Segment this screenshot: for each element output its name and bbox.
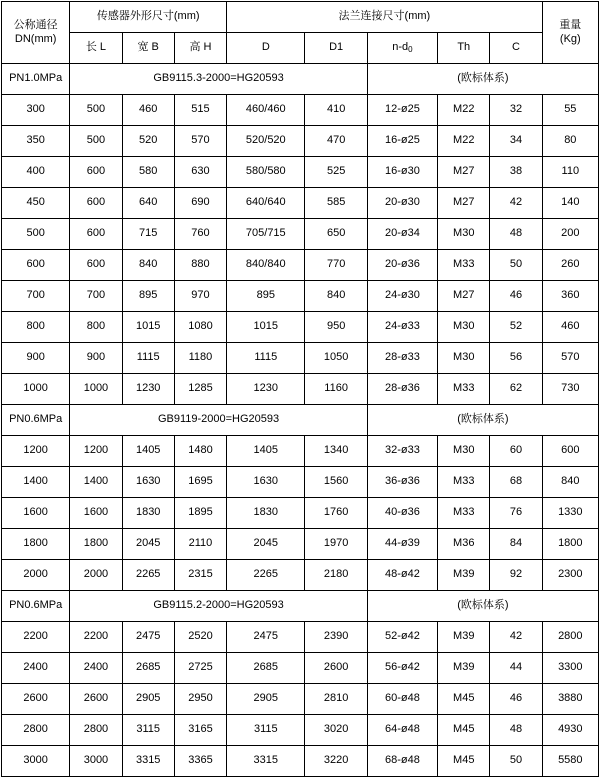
- section-standard: GB9115.3-2000=HG20593: [70, 64, 367, 95]
- table-cell: 2390: [305, 622, 367, 653]
- table-cell: 3115: [227, 715, 305, 746]
- table-cell: 1800: [70, 529, 122, 560]
- table-cell: 2685: [227, 653, 305, 684]
- table-cell: 1760: [305, 498, 367, 529]
- table-cell: 520/520: [227, 126, 305, 157]
- table-cell: 640: [122, 188, 174, 219]
- table-cell: 1285: [174, 374, 226, 405]
- table-cell: 630: [174, 157, 226, 188]
- table-cell: 1080: [174, 312, 226, 343]
- table-cell: M39: [438, 560, 490, 591]
- table-cell: 48-ø42: [367, 560, 437, 591]
- table-cell: 24-ø33: [367, 312, 437, 343]
- table-cell: 760: [174, 219, 226, 250]
- section-note: (欧标体系): [367, 591, 598, 622]
- table-cell: 2110: [174, 529, 226, 560]
- table-cell: 1230: [122, 374, 174, 405]
- table-row: [2, 746, 599, 777]
- table-cell: M45: [438, 684, 490, 715]
- table-cell: 500: [70, 95, 122, 126]
- table-cell: 3020: [305, 715, 367, 746]
- table-cell: 42: [490, 622, 542, 653]
- table-cell: 1400: [70, 467, 122, 498]
- table-cell: 34: [490, 126, 542, 157]
- table-cell: 52-ø42: [367, 622, 437, 653]
- table-cell: 2315: [174, 560, 226, 591]
- table-cell: 60-ø48: [367, 684, 437, 715]
- table-cell: 260: [542, 250, 598, 281]
- table-cell: 80: [542, 126, 598, 157]
- header-col-5: D1: [305, 33, 367, 64]
- table-cell: 2000: [70, 560, 122, 591]
- table-cell: 1200: [2, 436, 70, 467]
- table-row: [2, 281, 599, 312]
- table-cell: 5580: [542, 746, 598, 777]
- table-cell: 3000: [70, 746, 122, 777]
- table-cell: 20-ø34: [367, 219, 437, 250]
- table-cell: M30: [438, 343, 490, 374]
- table-cell: 24-ø30: [367, 281, 437, 312]
- table-cell: 16-ø30: [367, 157, 437, 188]
- table-cell: M22: [438, 126, 490, 157]
- table-cell: 1830: [122, 498, 174, 529]
- table-cell: 300: [2, 95, 70, 126]
- table-cell: 92: [490, 560, 542, 591]
- table-cell: M30: [438, 312, 490, 343]
- table-cell: 20-ø30: [367, 188, 437, 219]
- table-cell: 28-ø33: [367, 343, 437, 374]
- section-pressure-rating: PN0.6MPa: [2, 591, 70, 622]
- section-header-row: [2, 64, 599, 95]
- table-cell: M27: [438, 188, 490, 219]
- table-row: [2, 219, 599, 250]
- section-note: (欧标体系): [367, 64, 598, 95]
- table-cell: 2400: [70, 653, 122, 684]
- table-cell: 770: [305, 250, 367, 281]
- section-standard: GB9115.2-2000=HG20593: [70, 591, 367, 622]
- table-cell: 1405: [122, 436, 174, 467]
- section-standard: GB9119-2000=HG20593: [70, 405, 367, 436]
- table-cell: 970: [174, 281, 226, 312]
- table-cell: 38: [490, 157, 542, 188]
- table-cell: 2000: [2, 560, 70, 591]
- table-cell: 1405: [227, 436, 305, 467]
- table-cell: M30: [438, 436, 490, 467]
- table-cell: M36: [438, 529, 490, 560]
- table-row: [2, 715, 599, 746]
- table-cell: 450: [2, 188, 70, 219]
- table-row: [2, 312, 599, 343]
- table-cell: 600: [70, 157, 122, 188]
- table-cell: 800: [70, 312, 122, 343]
- section-header-row: [2, 405, 599, 436]
- table-cell: 950: [305, 312, 367, 343]
- table-row: [2, 95, 599, 126]
- table-cell: M30: [438, 219, 490, 250]
- table-cell: 840/840: [227, 250, 305, 281]
- table-cell: 2800: [70, 715, 122, 746]
- table-row: [2, 684, 599, 715]
- table-cell: 1630: [227, 467, 305, 498]
- table-cell: 2475: [227, 622, 305, 653]
- table-cell: 2685: [122, 653, 174, 684]
- table-cell: 42: [490, 188, 542, 219]
- table-cell: 1600: [70, 498, 122, 529]
- table-cell: M45: [438, 715, 490, 746]
- table-cell: 140: [542, 188, 598, 219]
- table-cell: 1400: [2, 467, 70, 498]
- header-col-3: 高 H: [174, 33, 226, 64]
- table-cell: 40-ø36: [367, 498, 437, 529]
- table-cell: 2600: [70, 684, 122, 715]
- table-cell: 600: [70, 188, 122, 219]
- table-row: [2, 560, 599, 591]
- table-cell: 110: [542, 157, 598, 188]
- table-cell: 4930: [542, 715, 598, 746]
- table-cell: 2520: [174, 622, 226, 653]
- table-cell: 36-ø36: [367, 467, 437, 498]
- header-weight: 重量 (Kg): [542, 2, 598, 64]
- table-cell: 3165: [174, 715, 226, 746]
- table-cell: 700: [70, 281, 122, 312]
- table-row: [2, 374, 599, 405]
- table-cell: M33: [438, 374, 490, 405]
- table-cell: M33: [438, 498, 490, 529]
- table-cell: 1695: [174, 467, 226, 498]
- table-cell: 690: [174, 188, 226, 219]
- table-cell: 200: [542, 219, 598, 250]
- table-row: [2, 529, 599, 560]
- table-cell: 1330: [542, 498, 598, 529]
- table-cell: 410: [305, 95, 367, 126]
- table-cell: 900: [70, 343, 122, 374]
- table-cell: 32-ø33: [367, 436, 437, 467]
- table-cell: 2800: [2, 715, 70, 746]
- table-header-row-groups: [2, 2, 599, 33]
- table-cell: 460/460: [227, 95, 305, 126]
- table-cell: 1115: [122, 343, 174, 374]
- table-cell: 1230: [227, 374, 305, 405]
- table-cell: 2600: [305, 653, 367, 684]
- table-cell: 1015: [122, 312, 174, 343]
- table-row: [2, 157, 599, 188]
- table-cell: 900: [2, 343, 70, 374]
- table-cell: 55: [542, 95, 598, 126]
- table-cell: 500: [2, 219, 70, 250]
- table-cell: 460: [542, 312, 598, 343]
- table-cell: M27: [438, 157, 490, 188]
- table-cell: 76: [490, 498, 542, 529]
- table-cell: M27: [438, 281, 490, 312]
- table-cell: 2300: [542, 560, 598, 591]
- table-cell: 1000: [70, 374, 122, 405]
- table-row: [2, 498, 599, 529]
- table-cell: 20-ø36: [367, 250, 437, 281]
- table-cell: 60: [490, 436, 542, 467]
- table-cell: M22: [438, 95, 490, 126]
- table-cell: 2180: [305, 560, 367, 591]
- table-cell: 400: [2, 157, 70, 188]
- table-cell: 600: [542, 436, 598, 467]
- table-cell: 1000: [2, 374, 70, 405]
- table-cell: 2200: [70, 622, 122, 653]
- table-cell: M39: [438, 653, 490, 684]
- table-cell: 1630: [122, 467, 174, 498]
- table-cell: M33: [438, 467, 490, 498]
- table-cell: 50: [490, 250, 542, 281]
- table-cell: 62: [490, 374, 542, 405]
- table-cell: 1340: [305, 436, 367, 467]
- table-cell: 730: [542, 374, 598, 405]
- table-cell: 64-ø48: [367, 715, 437, 746]
- table-cell: 2600: [2, 684, 70, 715]
- table-cell: 515: [174, 95, 226, 126]
- table-cell: 68-ø48: [367, 746, 437, 777]
- table-cell: 350: [2, 126, 70, 157]
- table-cell: 2265: [122, 560, 174, 591]
- table-cell: 50: [490, 746, 542, 777]
- table-cell: 800: [2, 312, 70, 343]
- header-col-6: $n-d_0$: [367, 33, 437, 64]
- table-cell: 3000: [2, 746, 70, 777]
- table-cell: 16-ø25: [367, 126, 437, 157]
- table-cell: 1050: [305, 343, 367, 374]
- table-cell: 520: [122, 126, 174, 157]
- table-cell: 48: [490, 715, 542, 746]
- table-cell: 1480: [174, 436, 226, 467]
- table-cell: 600: [2, 250, 70, 281]
- table-cell: 2265: [227, 560, 305, 591]
- table-cell: 2400: [2, 653, 70, 684]
- header-flange-dimensions: 法兰连接尺寸(mm): [227, 2, 543, 33]
- table-cell: 12-ø25: [367, 95, 437, 126]
- table-cell: 460: [122, 95, 174, 126]
- table-cell: 3880: [542, 684, 598, 715]
- section-pressure-rating: PN0.6MPa: [2, 405, 70, 436]
- table-cell: 895: [227, 281, 305, 312]
- table-cell: 895: [122, 281, 174, 312]
- table-cell: 44-ø39: [367, 529, 437, 560]
- table-cell: 2810: [305, 684, 367, 715]
- table-cell: 1115: [227, 343, 305, 374]
- header-col-8: C: [490, 33, 542, 64]
- table-cell: 580/580: [227, 157, 305, 188]
- table-cell: 2905: [227, 684, 305, 715]
- table-cell: 56: [490, 343, 542, 374]
- table-cell: 32: [490, 95, 542, 126]
- table-cell: 570: [542, 343, 598, 374]
- table-cell: 570: [174, 126, 226, 157]
- table-row: [2, 653, 599, 684]
- table-cell: 650: [305, 219, 367, 250]
- header-col-1: 长 L: [70, 33, 122, 64]
- table-cell: 600: [70, 250, 122, 281]
- table-cell: 3315: [227, 746, 305, 777]
- table-cell: 28-ø36: [367, 374, 437, 405]
- table-cell: 3300: [542, 653, 598, 684]
- table-cell: 46: [490, 281, 542, 312]
- table-cell: 2200: [2, 622, 70, 653]
- table-row: [2, 343, 599, 374]
- table-cell: 1830: [227, 498, 305, 529]
- section-header-row: [2, 591, 599, 622]
- table-cell: 1970: [305, 529, 367, 560]
- table-row: [2, 436, 599, 467]
- table-cell: 1560: [305, 467, 367, 498]
- header-sensor-dimensions: 传感器外形尺寸(mm): [70, 2, 227, 33]
- section-note: (欧标体系): [367, 405, 598, 436]
- table-cell: 580: [122, 157, 174, 188]
- table-cell: 1800: [2, 529, 70, 560]
- section-pressure-rating: PN1.0MPa: [2, 64, 70, 95]
- table-cell: 705/715: [227, 219, 305, 250]
- table-cell: 52: [490, 312, 542, 343]
- table-cell: 360: [542, 281, 598, 312]
- table-cell: 48: [490, 219, 542, 250]
- table-cell: 700: [2, 281, 70, 312]
- table-cell: 2045: [122, 529, 174, 560]
- table-cell: 56-ø42: [367, 653, 437, 684]
- table-row: [2, 188, 599, 219]
- table-cell: 1160: [305, 374, 367, 405]
- table-cell: 585: [305, 188, 367, 219]
- table-cell: 68: [490, 467, 542, 498]
- table-cell: 600: [70, 219, 122, 250]
- table-cell: 840: [122, 250, 174, 281]
- table-row: [2, 250, 599, 281]
- table-cell: 500: [70, 126, 122, 157]
- header-col-4: D: [227, 33, 305, 64]
- table-cell: M45: [438, 746, 490, 777]
- table-cell: 1180: [174, 343, 226, 374]
- table-cell: 2475: [122, 622, 174, 653]
- table-row: [2, 126, 599, 157]
- table-row: [2, 622, 599, 653]
- header-col-2: 宽 B: [122, 33, 174, 64]
- table-cell: 640/640: [227, 188, 305, 219]
- table-cell: 46: [490, 684, 542, 715]
- table-cell: 1600: [2, 498, 70, 529]
- header-col-7: Th: [438, 33, 490, 64]
- table-cell: 2950: [174, 684, 226, 715]
- table-cell: 715: [122, 219, 174, 250]
- table-cell: 84: [490, 529, 542, 560]
- table-cell: M39: [438, 622, 490, 653]
- specification-table: [1, 1, 599, 777]
- table-cell: 2800: [542, 622, 598, 653]
- table-cell: 880: [174, 250, 226, 281]
- table-row: [2, 467, 599, 498]
- header-nominal-diameter: 公称通径 DN(mm): [2, 2, 70, 64]
- table-cell: M33: [438, 250, 490, 281]
- table-cell: 44: [490, 653, 542, 684]
- table-cell: 3365: [174, 746, 226, 777]
- table-cell: 3220: [305, 746, 367, 777]
- table-cell: 1200: [70, 436, 122, 467]
- table-header-row-columns: [2, 33, 599, 64]
- table-cell: 840: [305, 281, 367, 312]
- table-cell: 525: [305, 157, 367, 188]
- table-cell: 1895: [174, 498, 226, 529]
- table-cell: 1800: [542, 529, 598, 560]
- table-cell: 840: [542, 467, 598, 498]
- table-cell: 2725: [174, 653, 226, 684]
- table-cell: 3315: [122, 746, 174, 777]
- table-cell: 3115: [122, 715, 174, 746]
- table-cell: 470: [305, 126, 367, 157]
- table-cell: 1015: [227, 312, 305, 343]
- table-cell: 2905: [122, 684, 174, 715]
- table-cell: 2045: [227, 529, 305, 560]
